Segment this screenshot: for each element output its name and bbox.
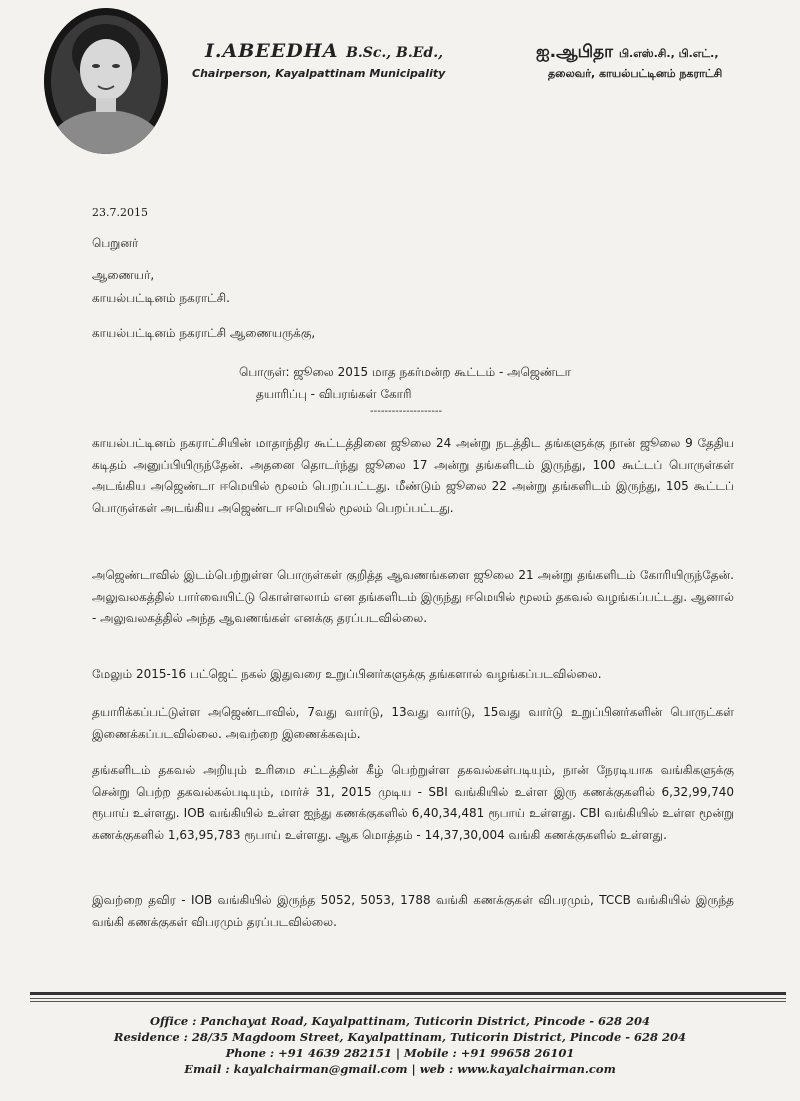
- footer-phone: Phone : +91 4639 282151 | Mobile : +91 99658 26101: [225, 1046, 575, 1060]
- body-paragraph: மேலும் 2015-16 பட்ஜெட் நகல் இதுவரை உறுப்பினர்களுக்கு தங்களால் வழங்கப்படவில்லை.: [92, 667, 602, 681]
- addressee-line-1: ஆணையர்,: [92, 268, 155, 282]
- name-en-text: I.ABEEDHA: [205, 40, 339, 62]
- body-paragraph: தங்களிடம் தகவல் அறியும் உரிமை சட்டத்தின் கீழ் பெற்றுள்ள தகவல்கள்படியும், நான் நேரடியாக வங்கிகளுக்கு சென்று பெற்ற தகவல்கல்படியும், மார்ச் 31, 2015 முடிய - SBI வங்கியில் உள்ள இரு கணக்குகளில் 6,32,99,740 ரூபாய் உள்ளது. IOB வங்கியில் உள்ள ஐந்து கணக்குகளில் 6,40,34,481 ரூபாய் உள்ளது. CBI வங்கியில் உள்ள மூன்று கணக்குகளில் 1,63,95,783 ரூபாய் உள்ளது. ஆக மொத்தம் - 14,37,30,004 வங்கி கணக்குகளில் உள்ளது.: [92, 763, 734, 842]
- name-ta-text: ஐ.ஆபிதா: [536, 42, 614, 62]
- footer-divider: [30, 998, 786, 999]
- letter-date: 23.7.2015: [92, 206, 148, 219]
- salutation: காயல்பட்டினம் நகராட்சி ஆணையருக்கு,: [92, 326, 316, 340]
- body-paragraph: காயல்பட்டினம் நகராட்சியின் மாதாந்திர கூட்டத்தினை ஜூலை 24 அன்று நடத்திட தங்களுக்கு நான் ஜூலை 9 தேதிய கடிதம் அனுப்பியிருந்தேன். அதனை தொடர்ந்து ஜூலை 17 அன்று தங்களிடம் இருந்து, 100 கூட்டப் பொருள்கள் அடங்கிய அஜெண்டா ஈமெயில் மூலம் பெறப்பட்டது. மீண்டும் ஜூலை 22 அன்று தங்களிடம் இருந்து, 105 கூட்டப் பொருள்கள் அடங்கிய அஜெண்டா ஈமெயில் மூலம் பெறப்பட்டது.: [92, 436, 734, 515]
- degrees-ta-text: பி.எஸ்.சி., பி.எட்.,: [619, 47, 719, 60]
- letter-recipient-label: பெறுனர்: [92, 236, 139, 250]
- body-paragraph: இவற்றை தவிர - IOB வங்கியில் இருந்த 5052, 5053, 1788 வங்கி கணக்குகள் விபரமும், TCCB வங்கியில் இருந்த வங்கி கணக்குகள் விபரமும் தரப்படவில்லை.: [92, 893, 734, 929]
- letterhead-title-tamil: தலைவர், காயல்பட்டினம் நகராட்சி: [548, 67, 723, 80]
- subject-line-1: பொருள்: ஜூலை 2015 மாத நகர்மன்ற கூட்டம் - அஜெண்டா: [239, 365, 571, 379]
- footer-office-address: Office : Panchayat Road, Kayalpattinam, Tuticorin District, Pincode - 628 204: [149, 1014, 651, 1028]
- letterhead-name-english: [205, 40, 443, 62]
- subject-separator: --------------------: [370, 406, 443, 417]
- degrees-en-text: B.Sc., B.Ed.,: [346, 45, 443, 61]
- footer-divider: [30, 992, 786, 995]
- addressee-line-2: காயல்பட்டினம் நகராட்சி.: [92, 291, 230, 305]
- chairperson-portrait-icon: [44, 8, 168, 154]
- subject-line-2: தயாரிப்பு - விபரங்கள் கோரி: [256, 387, 412, 401]
- body-paragraph: அஜெண்டாவில் இடம்பெற்றுள்ள பொருள்கள் குறித்த ஆவணங்களை ஜூலை 21 அன்று தங்களிடம் கோரியிருந்தேன். அலுவலகத்தில் பார்வையிட்டு கொள்ளலாம் என தங்களிடம் இருந்து ஈமெயில் மூலம் தகவல் வழங்கப்பட்டது. ஆனால் - அலுவலகத்தில் அந்த ஆவணங்கள் எனக்கு தரப்படவில்லை.: [92, 568, 734, 625]
- letterhead-title-english: Chairperson, Kayalpattinam Municipality: [192, 67, 446, 80]
- body-paragraph: தயாரிக்கப்பட்டுள்ள அஜெண்டாவில், 7வது வார்டு, 13வது வார்டு, 15வது வார்டு உறுப்பினர்களின் பொருட்கள் இணைக்கப்படவில்லை. அவற்றை இணைக்கவும்.: [92, 705, 734, 741]
- letterhead-name-tamil: [536, 42, 719, 64]
- footer-divider: [30, 1001, 786, 1002]
- footer-email-web: Email : kayalchairman@gmail.com | web : www.kayalchairman.com: [184, 1062, 616, 1076]
- footer-residence-address: Residence : 28/35 Magdoom Street, Kayalpattinam, Tuticorin District, Pincode - 628 204: [113, 1030, 687, 1044]
